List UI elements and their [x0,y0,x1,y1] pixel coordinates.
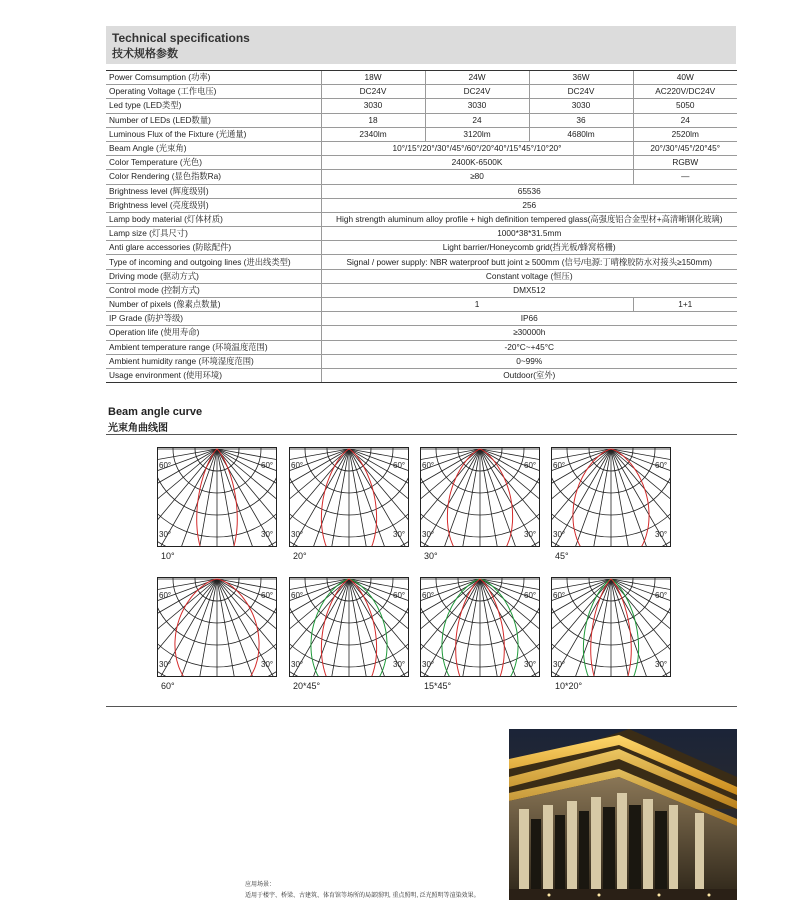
spec-title-cn: 技术规格参数 [112,48,178,60]
polar-chart [157,447,277,547]
spec-row [106,71,737,85]
spec-value: 18W [321,71,425,85]
spec-value: 20°/30°/45°/20°45° [633,141,737,155]
spec-row [106,241,737,255]
application-photo [509,729,737,900]
beam-curve-caption: 30° [424,551,438,561]
angle-label: 60° [291,461,304,470]
beam-curve-diagram [157,447,277,561]
spec-label: Operating Voltage (工作电压) [106,85,321,99]
spec-row [106,212,737,226]
angle-label: 60° [393,461,406,470]
angle-label: 60° [655,461,668,470]
application-note-text: 适用于楼宇、桥梁、古建筑、体育馆等场所的局部照明, 重点照明, 泛光照明等渲染效果。 [245,893,480,899]
spec-label: Brightness level (亮度级别) [106,198,321,212]
spec-label: Brightness level (辉度级别) [106,184,321,198]
spec-value: DC24V [529,85,633,99]
beam-curve-diagram [551,577,671,691]
spec-row [106,99,737,113]
spec-value: 2400K-6500K [321,156,633,170]
angle-label: 30° [291,660,304,669]
spec-value: ≥30000h [321,326,737,340]
beam-section-heading [108,406,202,434]
spec-row [106,312,737,326]
spec-row [106,354,737,368]
spec-value: AC220V/DC24V [633,85,737,99]
beam-curve-caption: 15*45° [424,681,452,691]
beam-title-en: Beam angle curve [108,406,203,418]
spec-value: 3030 [425,99,529,113]
spec-value: ≥80 [321,170,633,184]
polar-chart [289,447,409,547]
spec-value: 1000*38*31.5mm [321,227,737,241]
angle-label: 60° [393,591,406,600]
angle-label: 30° [393,660,406,669]
angle-label: 60° [261,591,274,600]
spec-label: Power Comsumption (功率) [106,71,321,85]
spec-value: 256 [321,198,737,212]
spec-value: 2340lm [321,127,425,141]
angle-label: 30° [159,530,172,539]
angle-label: 30° [422,530,435,539]
spec-row [106,326,737,340]
spec-label: Number of LEDs (LED数量) [106,113,321,127]
spec-value: IP66 [321,312,737,326]
spec-row [106,340,737,354]
spec-label: Operation life (使用寿命) [106,326,321,340]
spec-row [106,227,737,241]
angle-label: 30° [553,530,566,539]
angle-label: 30° [422,660,435,669]
spec-value: 36 [529,113,633,127]
spec-value: 24 [633,113,737,127]
application-note-title: 应用场景： [245,882,276,888]
spec-row [106,170,737,184]
angle-label: 60° [159,591,172,600]
angle-label: 30° [393,530,406,539]
angle-label: 60° [422,591,435,600]
spec-value: DC24V [425,85,529,99]
beam-curve-diagram [551,447,671,561]
beam-curve-diagram [289,447,409,561]
spec-value: -20°C~+45°C [321,340,737,354]
spec-row [106,283,737,297]
spec-label: Anti glare accessories (防眩配件) [106,241,321,255]
polar-chart [551,577,671,677]
spec-value: 3120lm [425,127,529,141]
spec-value: 36W [529,71,633,85]
spec-row [106,113,737,127]
spec-value: DMX512 [321,283,737,297]
spec-value: 5050 [633,99,737,113]
angle-label: 30° [524,530,537,539]
polar-chart [551,447,671,547]
spec-label: Number of pixels (像素点数量) [106,298,321,312]
angle-label: 60° [261,461,274,470]
spec-label: Ambient temperature range (环境温度范围) [106,340,321,354]
angle-label: 30° [261,530,274,539]
spec-title-en: Technical specifications [112,31,250,45]
spec-row [106,127,737,141]
application-note [245,880,480,902]
spec-row [106,141,737,155]
angle-label: 60° [553,461,566,470]
spec-value: 24W [425,71,529,85]
spec-value: Outdoor(室外) [321,368,737,382]
spec-value: Light barrier/Honeycomb grid(挡光板/蜂窝格栅) [321,241,737,255]
beam-curve-caption: 45° [555,551,569,561]
angle-label: 60° [553,591,566,600]
beam-curve-caption: 60° [161,681,175,691]
angle-label: 30° [553,660,566,669]
angle-label: 30° [291,530,304,539]
spec-label: Color Temperature (光色) [106,156,321,170]
spec-row [106,184,737,198]
spec-value: High strength aluminum alloy profile + high definition tempered glass(高强度铝合金型材+高清晰钢化玻璃) [321,212,737,226]
beam-curve-caption: 20*45° [293,681,321,691]
spec-row [106,298,737,312]
spec-row [106,368,737,382]
angle-label: 30° [159,660,172,669]
angle-label: 60° [655,591,668,600]
spec-label: Color Rendering (显色指数Ra) [106,170,321,184]
spec-value: RGBW [633,156,737,170]
beam-curve-caption: 10*20° [555,681,583,691]
spec-label: Lamp body material (灯体材质) [106,212,321,226]
spec-value: Signal / power supply: NBR waterproof butt joint ≥ 500mm (信号/电源:丁晴橡胶防水对接头≥150mm) [321,255,737,269]
angle-label: 30° [261,660,274,669]
spec-value: DC24V [321,85,425,99]
spec-table [106,70,737,383]
beam-curve-caption: 10° [161,551,175,561]
spec-value: 24 [425,113,529,127]
spec-value: 4680lm [529,127,633,141]
spec-value: 1 [321,298,633,312]
angle-label: 30° [524,660,537,669]
spec-value: Constant voltage (恒压) [321,269,737,283]
angle-label: 30° [655,660,668,669]
spec-value: — [633,170,737,184]
spec-row [106,269,737,283]
spec-value: 10°/15°/20°/30°/45°/60°/20°40°/15°45°/10°20° [321,141,633,155]
polar-chart [420,447,540,547]
polar-chart [157,577,277,677]
spec-value: 0~99% [321,354,737,368]
spec-label: Ambient humidity range (环境湿度范围) [106,354,321,368]
spec-value: 40W [633,71,737,85]
spec-value: 1+1 [633,298,737,312]
angle-label: 30° [655,530,668,539]
spec-label: Lamp size (灯具尺寸) [106,227,321,241]
spec-value: 3030 [529,99,633,113]
beam-curve-diagram [157,577,277,691]
angle-label: 60° [524,461,537,470]
spec-label: Usage environment (使用环境) [106,368,321,382]
spec-label: Driving mode (驱动方式) [106,269,321,283]
bottom-divider [106,706,737,707]
spec-row [106,198,737,212]
beam-curve-caption: 20° [293,551,307,561]
spec-label: Control mode (控制方式) [106,283,321,297]
beam-section-divider [106,434,737,435]
spec-row [106,255,737,269]
beam-curve-diagram [420,577,540,691]
spec-value: 18 [321,113,425,127]
spec-label: IP Grade (防护等级) [106,312,321,326]
spec-label: Led type (LED类型) [106,99,321,113]
spec-label: Beam Angle (光束角) [106,141,321,155]
angle-label: 60° [422,461,435,470]
spec-row [106,156,737,170]
beam-curve-diagram [420,447,540,561]
spec-value: 3030 [321,99,425,113]
angle-label: 60° [524,591,537,600]
beam-curve-diagram [289,577,409,691]
angle-label: 60° [159,461,172,470]
polar-chart [289,577,409,677]
spec-label: Luminous Flux of the Fixture (光通量) [106,127,321,141]
beam-title-cn: 光束角曲线图 [108,423,168,434]
spec-header [106,26,736,64]
spec-value: 65536 [321,184,737,198]
spec-label: Type of incoming and outgoing lines (进出线类型) [106,255,321,269]
spec-row [106,85,737,99]
spec-value: 2520lm [633,127,737,141]
angle-label: 60° [291,591,304,600]
polar-chart [420,577,540,677]
